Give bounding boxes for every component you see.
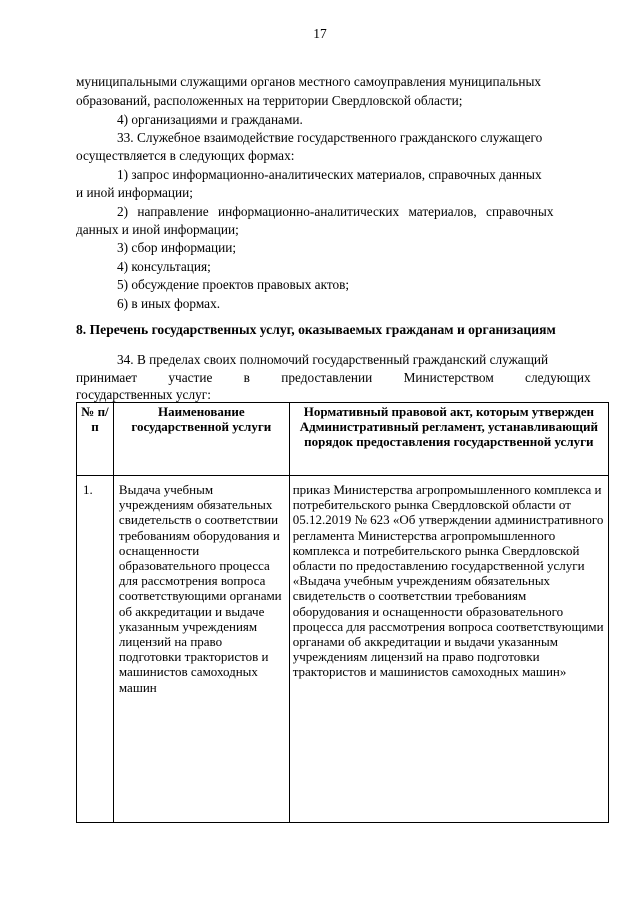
table-row — [77, 476, 609, 823]
header-act: Нормативный правовой акт, которым утвержден Административный регламент, устанавливающий порядок предоставления государственной услуги — [289, 403, 608, 476]
text-line: 2) направление информационно-аналитических материалов, справочных — [117, 204, 554, 219]
text-line: 5) обсуждение проектов правовых актов; — [117, 277, 350, 292]
row-legal-act: приказ Министерства агропромышленного комплекса и потребительского рынка Свердловской области от 05.12.2019 № 623 «Об утверждении административного регламента Министерства агропромышленного комплекса и потребительского рынка Свердловской области по предоставлению государственной услуги «Выдача учебным учреждениям обязательных свидетельств о соответствии требованиям оборудования и оснащенности образовательного процесса для рассмотрения вопроса соответствующими органами об аккредитации и выдачи указанным учреждениям лицензий на право подготовки трактористов и машинистов самоходных машин» — [289, 476, 608, 823]
page-number: 17 — [313, 26, 327, 41]
row-service-name: Выдача учебным учреждениям обязательных свидетельств о соответствии требованиям оборудования и оснащенности образовательного процесса для рассмотрения вопроса соответствующими органами об аккредитации и выдаче указанным учреждениям лицензий на право подготовки трактористов и машинистов самоходных машин — [113, 476, 289, 823]
text-line: муниципальными служащими органов местного самоуправления муниципальных — [76, 74, 542, 89]
text-line: 4) консультация; — [117, 259, 211, 274]
header-name: Наименование государственной услуги — [113, 403, 289, 476]
text-line: 3) сбор информации; — [117, 240, 237, 255]
section-heading: 8. Перечень государственных услуг, оказываемых гражданам и организациям — [76, 322, 556, 337]
text-line: образований, расположенных на территории Свердловской области; — [76, 93, 463, 108]
table-header-row — [77, 403, 609, 476]
text-line: 6) в иных формах. — [117, 296, 221, 311]
text-line: и иной информации; — [76, 185, 193, 200]
text-line: осуществляется в следующих формах: — [76, 148, 295, 163]
services-table — [76, 402, 609, 823]
header-num: № п/п — [77, 403, 114, 476]
text-line: 4) организациями и гражданами. — [117, 112, 303, 127]
text-line: данных и иной информации; — [76, 222, 239, 237]
text-line: 34. В пределах своих полномочий государственный гражданский служащий — [117, 352, 549, 367]
row-num: 1. — [77, 476, 114, 823]
text-line: 33. Служебное взаимодействие государственного гражданского служащего — [117, 130, 543, 145]
text-line: принимает участие в предоставлении Министерством следующих — [76, 370, 591, 385]
text-line: государственных услуг: — [76, 387, 211, 402]
text-line: 1) запрос информационно-аналитических материалов, справочных данных — [117, 167, 542, 182]
